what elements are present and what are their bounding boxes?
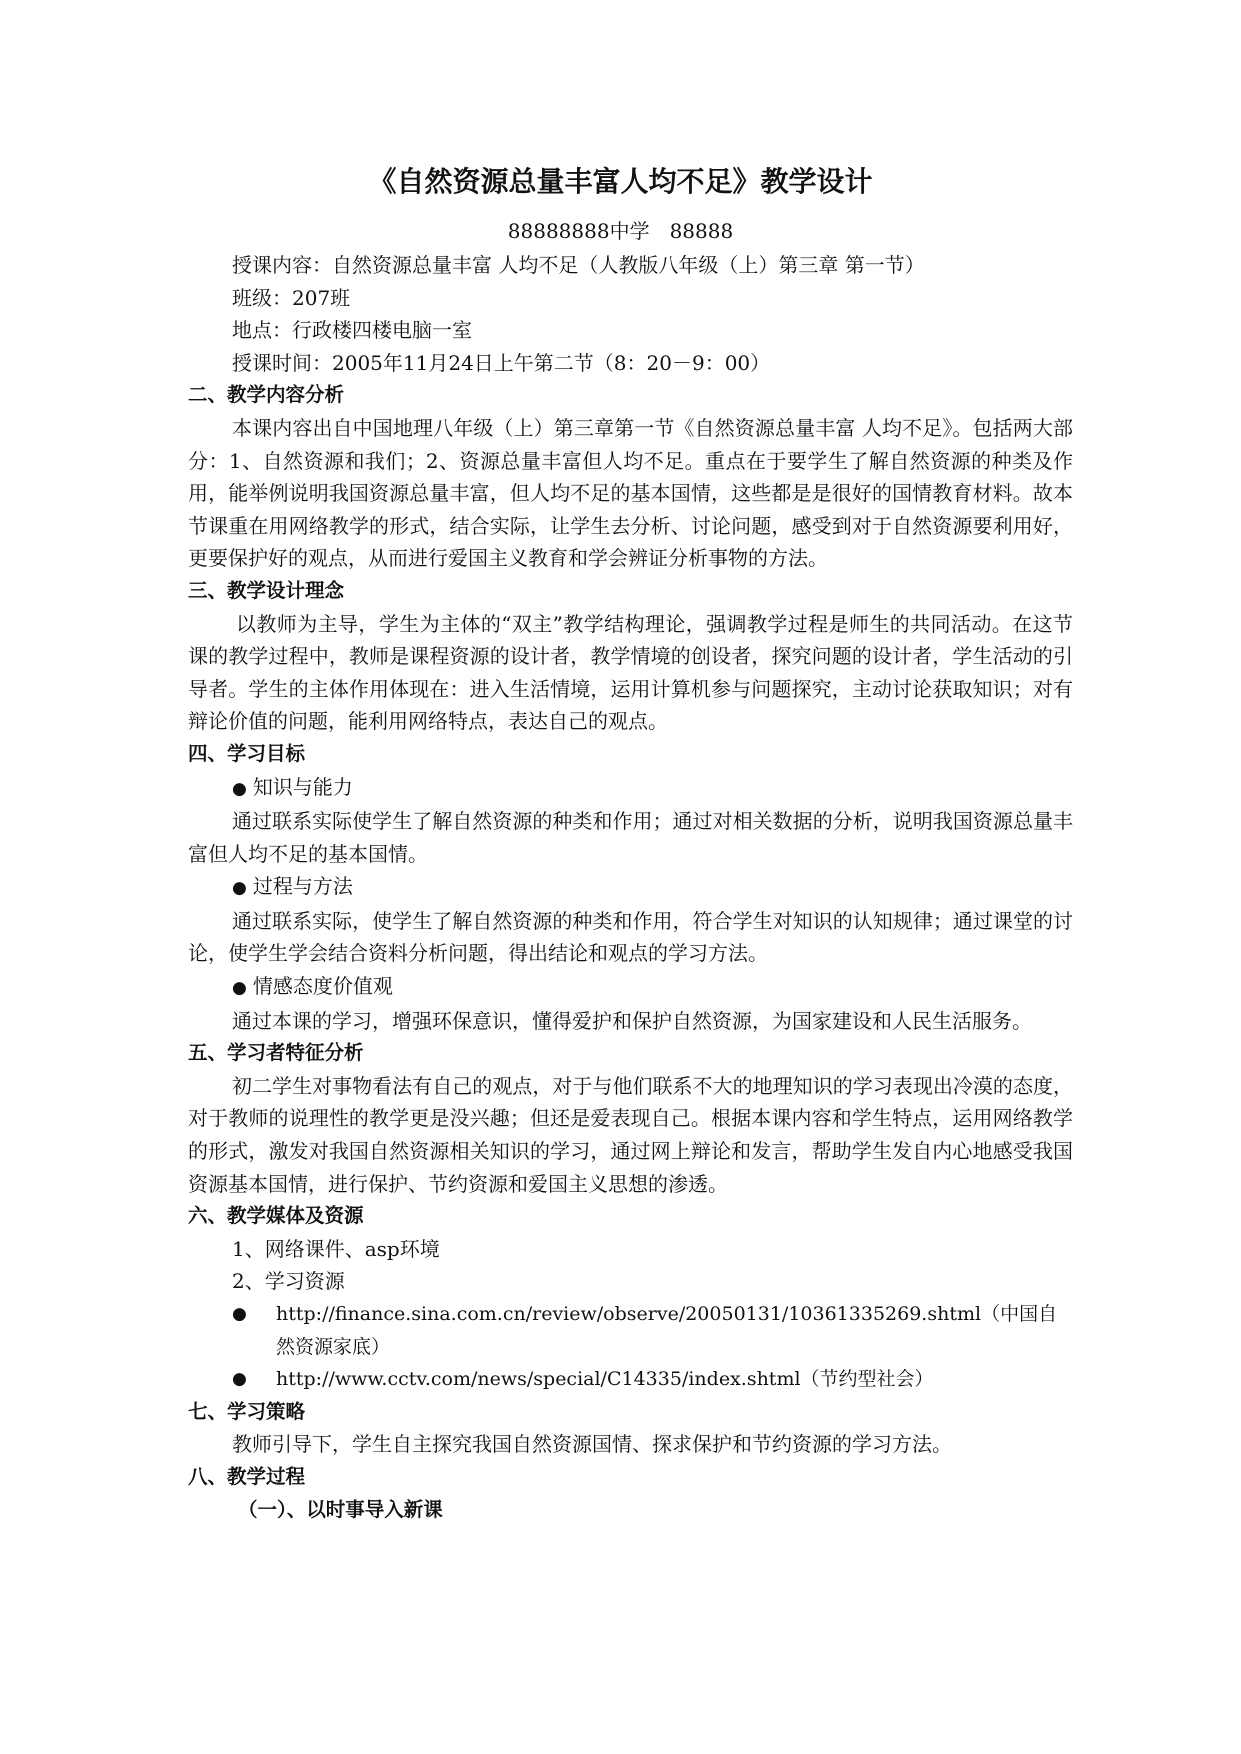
bullet-dot-icon: ● [232,878,247,899]
document-title: 《自然资源总量丰富人均不足》教学设计 [368,165,873,198]
resource-note: （中国自然资源家底） [276,1303,1058,1358]
learning-strategy-paragraph: 教师引导下，学生自主探究我国自然资源国情、探求保护和节约资源的学习方法。 [232,1432,952,1457]
bullet-dot-icon: ● [232,978,247,999]
goal-text: 通过联系实际使学生了解自然资源的种类和作用；通过对相关数据的分析，说明我国资源总量丰富但人均不足的基本国情。 [188,809,1073,866]
section-heading-teaching-process: 八、教学过程 [188,1464,306,1488]
section-heading-learning-strategy: 七、学习策略 [188,1399,306,1423]
info-time: 授课时间：2005年11月24日上午第二节（8：20－9：00） [232,350,771,375]
resource-link-item [188,1363,1073,1396]
goal-label: ● 情感态度价值观 [232,974,393,999]
media-item: 1、网络课件、asp环境 [232,1236,440,1261]
learner-analysis-paragraph: 初二学生对事物看法有自己的观点，对于与他们联系不大的地理知识的学习表现出冷漠的态度，对于教师的说理性的教学更是没兴趣；但还是爱表现自己。根据本课内容和学生特点，运用网络教学的形式，激发对我国自然资源相关知识的学习，通过网上辩论和发言，帮助学生发自内心地感受我国资源基本国情，进行保护、节约资源和爱国主义思想的渗透。 [188,1073,1073,1196]
section-heading-learning-goals: 四、学习目标 [188,741,306,765]
bullet-dot-icon: ● [232,1369,247,1390]
goal-text: 通过联系实际，使学生了解自然资源的种类和作用，符合学生对知识的认知规律；通过课堂的讨论，使学生学会结合资料分析问题，得出结论和观点的学习方法。 [188,908,1073,966]
resource-link-item [188,1298,1073,1363]
info-class: 班级：207班 [232,285,351,310]
media-item: 2、学习资源 [232,1269,345,1294]
goal-label: ● 过程与方法 [232,874,353,899]
design-concept-paragraph: 以教师为主导，学生为主体的“双主”教学结构理论，强调教学过程是师生的共同活动。在这节课的教学过程中，教师是课程资源的设计者，教学情境的创设者，探究问题的设计者，学生活动的引导者。学生的主体作用体现在：进入生活情境，运用计算机参与问题探究，主动讨论获取知识；对有辩论价值的问题，能利用网络特点，表达自己的观点。 [188,611,1073,734]
goal-text: 通过本课的学习，增强环保意识，懂得爱护和保护自然资源，为国家建设和人民生活服务。 [232,1008,1032,1033]
content-analysis-paragraph: 本课内容出自中国地理八年级（上）第三章第一节《自然资源总量丰富 人均不足》。包括两大部分：1、自然资源和我们；2、资源总量丰富但人均不足。重点在于要学生了解自然资源的种类及作用，能举例说明我国资源总量丰富，但人均不足的基本国情，这些都是是很好的国情教育材料。故本节课重在用网络教学的形式，结合实际，让学生去分析、讨论问题，感受到对于自然资源要利用好，更要保护好的观点，从而进行爱国主义教育和学会辨证分析事物的方法。 [188,415,1073,571]
section-heading-content-analysis: 二、教学内容分析 [188,383,345,407]
resource-link[interactable]: http://www.cctv.com/news/special/C14335/index.shtml [276,1368,801,1391]
sub-heading-current-events-intro: （一）、以时事导入新课 [238,1497,443,1521]
document-body [188,249,1073,1526]
section-heading-media-resources: 六、教学媒体及资源 [188,1204,364,1228]
author-line: 88888888中学 88888 [507,219,734,243]
resource-note: （节约型社会） [800,1368,934,1391]
info-lesson-content: 授课内容：自然资源总量丰富 人均不足（人教版八年级（上）第三章 第一节） [232,253,925,277]
bullet-dot-icon: ● [232,778,247,799]
resource-link[interactable]: http://finance.sina.com.cn/review/observe/20050131/10361335269.shtml [276,1303,982,1325]
section-heading-learner-analysis: 五、学习者特征分析 [188,1041,364,1065]
goal-label: ● 知识与能力 [232,774,353,799]
info-location: 地点：行政楼四楼电脑一室 [232,318,472,343]
bullet-dot-icon: ● [232,1304,247,1324]
section-heading-design-concept: 三、教学设计理念 [188,578,345,602]
